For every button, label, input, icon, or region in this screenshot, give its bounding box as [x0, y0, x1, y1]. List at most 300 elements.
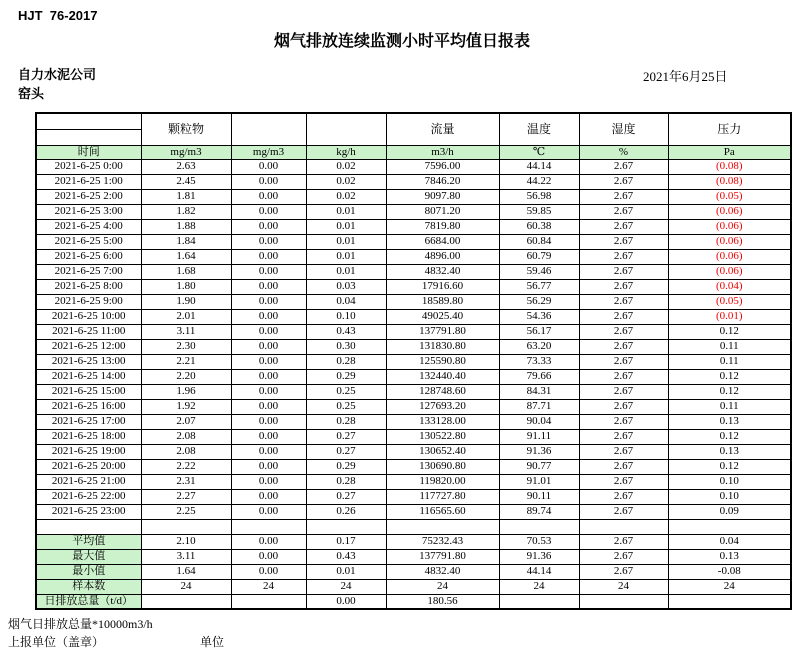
value-cell: 0.27 [306, 489, 386, 504]
time-cell: 2021-6-25 2:00 [36, 189, 141, 204]
table-row [36, 189, 791, 204]
value-cell: 2.21 [141, 354, 231, 369]
value-cell: 73.33 [499, 354, 579, 369]
table-row [36, 279, 791, 294]
time-cell: 2021-6-25 4:00 [36, 219, 141, 234]
value-cell: 0.10 [306, 309, 386, 324]
value-cell: 137791.80 [386, 324, 499, 339]
value-cell: 2.20 [141, 369, 231, 384]
value-cell: 91.11 [499, 429, 579, 444]
unit-cell-mgm3-a: mg/m3 [141, 145, 231, 159]
summary-label-cell: 最小值 [36, 564, 141, 579]
value-cell: 1.64 [141, 249, 231, 264]
value-cell: 2.67 [579, 339, 668, 354]
value-cell: 2.31 [141, 474, 231, 489]
value-cell: 0.00 [231, 339, 306, 354]
value-cell: 1.88 [141, 219, 231, 234]
value-cell: 130522.80 [386, 429, 499, 444]
summary-value-cell [141, 594, 231, 609]
value-cell: 60.79 [499, 249, 579, 264]
summary-row [36, 579, 791, 594]
value-cell: 2.67 [579, 354, 668, 369]
value-cell: 2.67 [579, 159, 668, 174]
table-row [36, 339, 791, 354]
value-cell: 2.67 [579, 234, 668, 249]
value-cell: 2.67 [579, 249, 668, 264]
value-cell: (0.08) [668, 174, 791, 189]
value-cell: 0.26 [306, 504, 386, 519]
time-cell: 2021-6-25 1:00 [36, 174, 141, 189]
table-row [36, 204, 791, 219]
time-cell: 2021-6-25 15:00 [36, 384, 141, 399]
value-cell: 56.29 [499, 294, 579, 309]
time-cell: 2021-6-25 22:00 [36, 489, 141, 504]
value-cell: 2.25 [141, 504, 231, 519]
table-row [36, 309, 791, 324]
value-cell: 2.67 [579, 414, 668, 429]
table-row [36, 264, 791, 279]
time-cell: 2021-6-25 19:00 [36, 444, 141, 459]
summary-row [36, 594, 791, 609]
summary-value-cell: 24 [386, 579, 499, 594]
value-cell: 0.29 [306, 459, 386, 474]
summary-value-cell: 2.10 [141, 534, 231, 549]
value-cell: 2.67 [579, 189, 668, 204]
empty-cell [579, 519, 668, 534]
value-cell: 2.67 [579, 264, 668, 279]
time-cell: 2021-6-25 10:00 [36, 309, 141, 324]
summary-value-cell: 0.00 [306, 594, 386, 609]
column-header-pressure: 压力 [668, 113, 791, 145]
value-cell: 2.67 [579, 429, 668, 444]
value-cell: (0.06) [668, 249, 791, 264]
value-cell: 91.36 [499, 444, 579, 459]
value-cell: 18589.80 [386, 294, 499, 309]
value-cell: 2.67 [579, 489, 668, 504]
value-cell: 17916.60 [386, 279, 499, 294]
summary-value-cell: 75232.43 [386, 534, 499, 549]
empty-cell [231, 519, 306, 534]
value-cell: 2.07 [141, 414, 231, 429]
value-cell: 0.00 [231, 444, 306, 459]
value-cell: 84.31 [499, 384, 579, 399]
table-row [36, 174, 791, 189]
value-cell: 0.10 [668, 474, 791, 489]
summary-value-cell: 24 [499, 579, 579, 594]
value-cell: 0.10 [668, 489, 791, 504]
summary-value-cell: 180.56 [386, 594, 499, 609]
value-cell: (0.05) [668, 189, 791, 204]
standard-number-label: HJT 76-2017 [18, 8, 98, 23]
value-cell: 0.13 [668, 414, 791, 429]
column-header-flow: 流量 [386, 113, 499, 145]
summary-value-cell: 0.43 [306, 549, 386, 564]
value-cell: 3.11 [141, 324, 231, 339]
time-cell: 2021-6-25 8:00 [36, 279, 141, 294]
value-cell: 0.13 [668, 444, 791, 459]
value-cell: 133128.00 [386, 414, 499, 429]
time-cell: 2021-6-25 3:00 [36, 204, 141, 219]
unit-cell-celsius: ℃ [499, 145, 579, 159]
value-cell: 44.22 [499, 174, 579, 189]
value-cell: 4896.00 [386, 249, 499, 264]
value-cell: 0.12 [668, 324, 791, 339]
value-cell: 4832.40 [386, 264, 499, 279]
summary-value-cell: 2.67 [579, 549, 668, 564]
unit-cell-pa: Pa [668, 145, 791, 159]
value-cell: 130652.40 [386, 444, 499, 459]
value-cell: 2.67 [579, 219, 668, 234]
value-cell: (0.08) [668, 159, 791, 174]
emission-data-table [35, 112, 792, 610]
value-cell: 0.00 [231, 159, 306, 174]
summary-value-cell [231, 594, 306, 609]
corner-divider-line [37, 129, 141, 130]
column-header-humidity: 湿度 [579, 113, 668, 145]
table-row [36, 159, 791, 174]
value-cell: 2.67 [579, 369, 668, 384]
value-cell: 2.67 [579, 294, 668, 309]
value-cell: 59.85 [499, 204, 579, 219]
value-cell: 0.00 [231, 234, 306, 249]
value-cell: 0.00 [231, 399, 306, 414]
value-cell: 127693.20 [386, 399, 499, 414]
report-date: 2021年6月25日 [643, 69, 728, 84]
time-header-cell: 时间 [36, 145, 141, 159]
value-cell: 1.80 [141, 279, 231, 294]
value-cell: 0.01 [306, 264, 386, 279]
value-cell: 0.04 [306, 294, 386, 309]
value-cell: 0.00 [231, 204, 306, 219]
value-cell: 0.12 [668, 459, 791, 474]
summary-value-cell: 0.00 [231, 549, 306, 564]
summary-value-cell: 1.64 [141, 564, 231, 579]
value-cell: 90.04 [499, 414, 579, 429]
column-header-blank-1 [231, 113, 306, 145]
value-cell: 0.00 [231, 474, 306, 489]
table-row [36, 384, 791, 399]
value-cell: (0.06) [668, 219, 791, 234]
table-row [36, 354, 791, 369]
value-cell: 1.90 [141, 294, 231, 309]
value-cell: 0.27 [306, 444, 386, 459]
spacer-row [36, 519, 791, 534]
time-cell: 2021-6-25 12:00 [36, 339, 141, 354]
value-cell: 0.00 [231, 414, 306, 429]
footer-report-unit-label: 上报单位（盖章） [8, 635, 105, 649]
summary-value-cell: 0.00 [231, 534, 306, 549]
value-cell: 1.84 [141, 234, 231, 249]
value-cell: 0.02 [306, 159, 386, 174]
summary-value-cell [668, 594, 791, 609]
value-cell: 56.98 [499, 189, 579, 204]
value-cell: 0.00 [231, 354, 306, 369]
summary-label-cell: 平均值 [36, 534, 141, 549]
value-cell: 90.11 [499, 489, 579, 504]
summary-value-cell: 91.36 [499, 549, 579, 564]
value-cell: 60.84 [499, 234, 579, 249]
value-cell: 0.27 [306, 429, 386, 444]
value-cell: 44.14 [499, 159, 579, 174]
value-cell: 0.28 [306, 414, 386, 429]
summary-value-cell: 0.04 [668, 534, 791, 549]
value-cell: 2.67 [579, 504, 668, 519]
value-cell: 2.45 [141, 174, 231, 189]
time-cell: 2021-6-25 0:00 [36, 159, 141, 174]
value-cell: 90.77 [499, 459, 579, 474]
value-cell: 0.28 [306, 354, 386, 369]
value-cell: 2.67 [579, 459, 668, 474]
value-cell: 9097.80 [386, 189, 499, 204]
value-cell: 0.01 [306, 234, 386, 249]
time-cell: 2021-6-25 9:00 [36, 294, 141, 309]
value-cell: 1.96 [141, 384, 231, 399]
value-cell: 49025.40 [386, 309, 499, 324]
value-cell: 0.11 [668, 339, 791, 354]
value-cell: 0.00 [231, 309, 306, 324]
value-cell: 2.67 [579, 309, 668, 324]
value-cell: 119820.00 [386, 474, 499, 489]
summary-label-cell: 最大值 [36, 549, 141, 564]
unit-cell-m3h: m3/h [386, 145, 499, 159]
time-cell: 2021-6-25 14:00 [36, 369, 141, 384]
value-cell: 0.00 [231, 429, 306, 444]
value-cell: 0.12 [668, 369, 791, 384]
value-cell: 2.67 [579, 444, 668, 459]
summary-value-cell: 0.01 [306, 564, 386, 579]
value-cell: 131830.80 [386, 339, 499, 354]
value-cell: 56.77 [499, 279, 579, 294]
value-cell: 7596.00 [386, 159, 499, 174]
time-cell: 2021-6-25 20:00 [36, 459, 141, 474]
value-cell: 8071.20 [386, 204, 499, 219]
unit-header-row [36, 145, 791, 159]
value-cell: 0.11 [668, 399, 791, 414]
value-cell: 7819.80 [386, 219, 499, 234]
value-cell: 2.67 [579, 324, 668, 339]
value-cell: 0.01 [306, 249, 386, 264]
table-row [36, 234, 791, 249]
value-cell: 0.29 [306, 369, 386, 384]
hourly-data-body [36, 159, 791, 534]
summary-value-cell [579, 594, 668, 609]
value-cell: 0.00 [231, 294, 306, 309]
value-cell: 0.12 [668, 429, 791, 444]
value-cell: 128748.60 [386, 384, 499, 399]
value-cell: 63.20 [499, 339, 579, 354]
value-cell: (0.05) [668, 294, 791, 309]
value-cell: 130690.80 [386, 459, 499, 474]
summary-label-cell: 样本数 [36, 579, 141, 594]
value-cell: 2.67 [579, 174, 668, 189]
value-cell: 7846.20 [386, 174, 499, 189]
summary-value-cell: 0.00 [231, 564, 306, 579]
value-cell: 87.71 [499, 399, 579, 414]
footer-unit-label: 单位 [200, 635, 225, 649]
value-cell: (0.06) [668, 264, 791, 279]
value-cell: 0.00 [231, 264, 306, 279]
value-cell: 2.67 [579, 204, 668, 219]
value-cell: 6684.00 [386, 234, 499, 249]
value-cell: 0.02 [306, 189, 386, 204]
value-cell: 2.30 [141, 339, 231, 354]
value-cell: 2.27 [141, 489, 231, 504]
value-cell: 1.92 [141, 399, 231, 414]
summary-value-cell: 2.67 [579, 534, 668, 549]
time-cell: 2021-6-25 23:00 [36, 504, 141, 519]
value-cell: 89.74 [499, 504, 579, 519]
value-cell: 0.25 [306, 399, 386, 414]
time-cell: 2021-6-25 11:00 [36, 324, 141, 339]
value-cell: (0.06) [668, 204, 791, 219]
time-cell: 2021-6-25 17:00 [36, 414, 141, 429]
value-cell: 2.63 [141, 159, 231, 174]
empty-cell [141, 519, 231, 534]
time-cell: 2021-6-25 5:00 [36, 234, 141, 249]
summary-value-cell: 4832.40 [386, 564, 499, 579]
value-cell: 2.08 [141, 444, 231, 459]
empty-cell [499, 519, 579, 534]
value-cell: 60.38 [499, 219, 579, 234]
value-cell: (0.06) [668, 234, 791, 249]
table-row [36, 459, 791, 474]
table-row [36, 399, 791, 414]
table-row [36, 414, 791, 429]
empty-cell [386, 519, 499, 534]
footer-total-note: 烟气日排放总量*10000m3/h [8, 617, 153, 631]
empty-cell [668, 519, 791, 534]
summary-value-cell: 70.53 [499, 534, 579, 549]
value-cell: 2.67 [579, 399, 668, 414]
summary-value-cell: 2.67 [579, 564, 668, 579]
summary-value-cell: 24 [668, 579, 791, 594]
table-row [36, 219, 791, 234]
value-cell: 0.12 [668, 384, 791, 399]
company-name: 自力水泥公司 [18, 67, 97, 82]
value-cell: 54.36 [499, 309, 579, 324]
value-cell: 0.25 [306, 384, 386, 399]
value-cell: 0.00 [231, 249, 306, 264]
column-header-temperature: 温度 [499, 113, 579, 145]
value-cell: 0.00 [231, 324, 306, 339]
unit-cell-mgm3-b: mg/m3 [231, 145, 306, 159]
value-cell: 0.00 [231, 219, 306, 234]
summary-value-cell: 24 [579, 579, 668, 594]
summary-body [36, 534, 791, 609]
value-cell: 117727.80 [386, 489, 499, 504]
column-header-blank-2 [306, 113, 386, 145]
time-cell: 2021-6-25 6:00 [36, 249, 141, 264]
value-cell: 0.02 [306, 174, 386, 189]
value-cell: 59.46 [499, 264, 579, 279]
value-cell: 0.43 [306, 324, 386, 339]
value-cell: 0.00 [231, 504, 306, 519]
value-cell: 91.01 [499, 474, 579, 489]
summary-value-cell: 3.11 [141, 549, 231, 564]
table-row [36, 504, 791, 519]
value-cell: 0.00 [231, 279, 306, 294]
summary-value-cell: 24 [231, 579, 306, 594]
time-cell: 2021-6-25 16:00 [36, 399, 141, 414]
value-cell: 0.28 [306, 474, 386, 489]
table-row [36, 444, 791, 459]
value-cell: 0.03 [306, 279, 386, 294]
table-row [36, 474, 791, 489]
value-cell: (0.01) [668, 309, 791, 324]
summary-row [36, 564, 791, 579]
table-row [36, 489, 791, 504]
time-cell: 2021-6-25 18:00 [36, 429, 141, 444]
value-cell: 0.00 [231, 174, 306, 189]
value-cell: 1.82 [141, 204, 231, 219]
value-cell: 0.30 [306, 339, 386, 354]
value-cell: (0.04) [668, 279, 791, 294]
value-cell: 0.00 [231, 384, 306, 399]
value-cell: 1.68 [141, 264, 231, 279]
summary-value-cell: 137791.80 [386, 549, 499, 564]
time-cell: 2021-6-25 13:00 [36, 354, 141, 369]
value-cell: 0.09 [668, 504, 791, 519]
summary-value-cell: 24 [306, 579, 386, 594]
summary-value-cell: 44.14 [499, 564, 579, 579]
summary-row [36, 534, 791, 549]
empty-cell [36, 519, 141, 534]
column-header-particulate: 颗粒物 [141, 113, 231, 145]
summary-value-cell: 0.17 [306, 534, 386, 549]
unit-cell-kgh: kg/h [306, 145, 386, 159]
time-cell: 2021-6-25 21:00 [36, 474, 141, 489]
value-cell: 0.11 [668, 354, 791, 369]
value-cell: 132440.40 [386, 369, 499, 384]
summary-value-cell: 24 [141, 579, 231, 594]
value-cell: 0.00 [231, 489, 306, 504]
empty-cell [306, 519, 386, 534]
value-cell: 0.01 [306, 204, 386, 219]
value-cell: 2.67 [579, 279, 668, 294]
table-row [36, 294, 791, 309]
time-cell: 2021-6-25 7:00 [36, 264, 141, 279]
value-cell: 1.81 [141, 189, 231, 204]
value-cell: 2.01 [141, 309, 231, 324]
corner-header-cell [36, 113, 141, 145]
value-cell: 125590.80 [386, 354, 499, 369]
summary-row [36, 549, 791, 564]
value-cell: 0.00 [231, 459, 306, 474]
value-cell: 2.22 [141, 459, 231, 474]
table-row [36, 369, 791, 384]
table-row [36, 429, 791, 444]
monitor-point-label: 窑头 [18, 86, 45, 101]
value-cell: 79.66 [499, 369, 579, 384]
summary-label-cell: 日排放总量（t/d） [36, 594, 141, 609]
table-row [36, 249, 791, 264]
value-cell: 56.17 [499, 324, 579, 339]
value-cell: 2.67 [579, 474, 668, 489]
value-cell: 116565.60 [386, 504, 499, 519]
table-row [36, 324, 791, 339]
group-header-row [36, 113, 791, 145]
summary-value-cell: 0.13 [668, 549, 791, 564]
page-title: 烟气排放连续监测小时平均值日报表 [273, 33, 530, 50]
summary-value-cell: -0.08 [668, 564, 791, 579]
value-cell: 2.67 [579, 384, 668, 399]
value-cell: 0.01 [306, 219, 386, 234]
unit-cell-percent: % [579, 145, 668, 159]
summary-value-cell [499, 594, 579, 609]
value-cell: 0.00 [231, 189, 306, 204]
value-cell: 0.00 [231, 369, 306, 384]
value-cell: 2.08 [141, 429, 231, 444]
